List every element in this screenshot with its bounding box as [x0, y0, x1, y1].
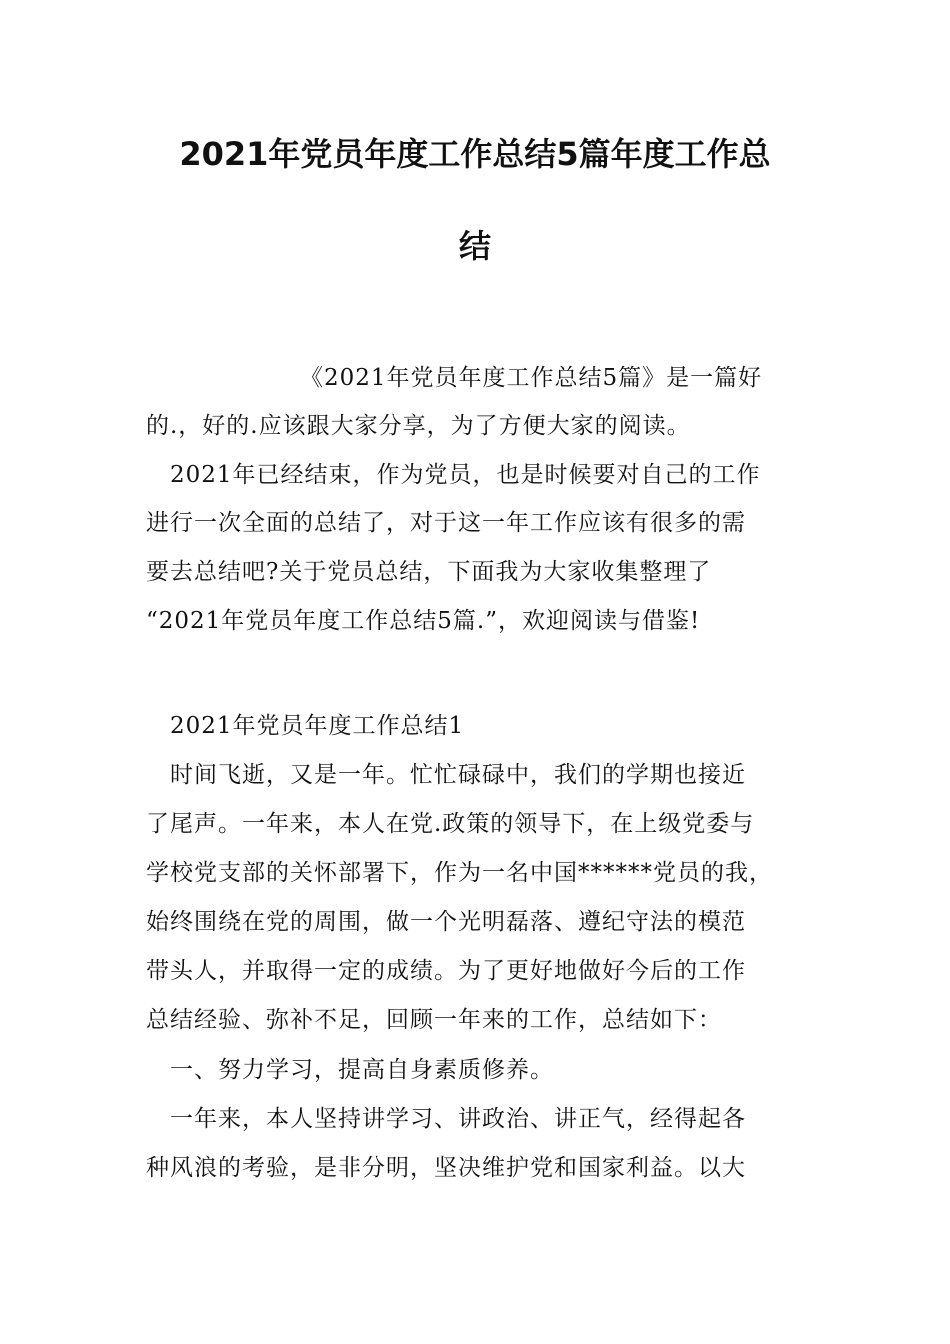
document-title-line-1: 2021年党员年度工作总结5篇年度工作总: [179, 135, 771, 173]
paragraph-line: 始终围绕在党的周围，做一个光明磊落、遵纪守法的模范: [146, 909, 746, 935]
section-heading: 2021年党员年度工作总结1: [170, 713, 465, 739]
paragraph-line: 种风浪的考验，是非分明，坚决维护党和国家利益。以大: [146, 1155, 746, 1181]
intro-paragraph-line: 《2021年党员年度工作总结5篇》是一篇好: [300, 365, 763, 391]
paragraph-line: 带头人，并取得一定的成绩。为了更好地做好今后的工作: [146, 958, 746, 984]
paragraph-line: 一年来，本人坚持讲学习、讲政治、讲正气，经得起各: [170, 1106, 746, 1132]
intro-paragraph-line: 的.，好的.应该跟大家分享，为了方便大家的阅读。: [146, 413, 691, 439]
paragraph-line: 时间飞逝，又是一年。忙忙碌碌中，我们的学期也接近: [170, 762, 746, 788]
paragraph-line: 学校党支部的关怀部署下，作为一名中国******党员的我，: [146, 860, 773, 886]
paragraph-line: 总结经验、弥补不足，回顾一年来的工作，总结如下：: [146, 1007, 722, 1033]
paragraph-line: “2021年党员年度工作总结5篇.”，欢迎阅读与借鉴!: [146, 608, 701, 634]
paragraph-line: 要去总结吧?关于党员总结，下面我为大家收集整理了: [146, 559, 712, 585]
document-title-line-2: 结: [458, 227, 491, 265]
paragraph-line: 进行一次全面的总结了，对于这一年工作应该有很多的需: [146, 510, 746, 536]
paragraph-line: 2021年已经结束，作为党员，也是时候要对自己的工作: [170, 462, 761, 488]
paragraph-line: 了尾声。一年来，本人在党.政策的领导下，在上级党委与: [146, 811, 755, 837]
subsection-heading: 一、努力学习，提高自身素质修养。: [170, 1057, 554, 1083]
